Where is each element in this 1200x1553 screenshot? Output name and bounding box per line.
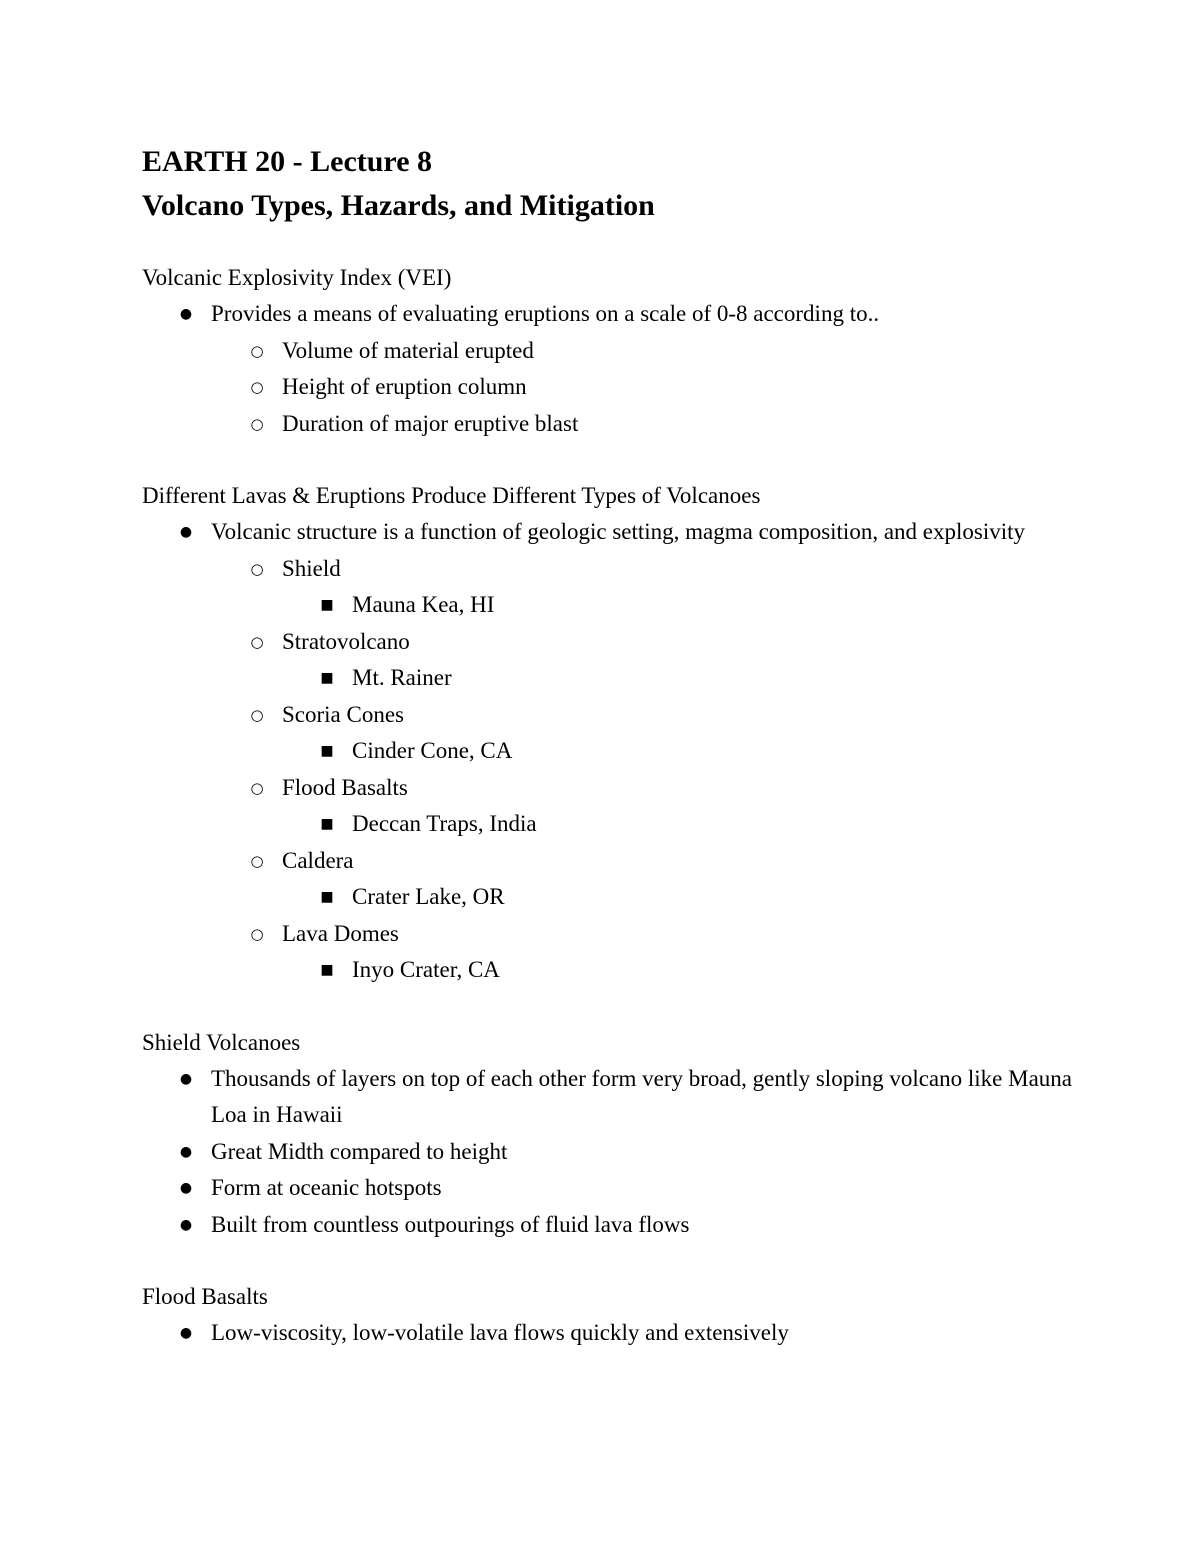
bullet-list xyxy=(142,1315,1102,1352)
list-item xyxy=(142,333,1102,370)
list-item xyxy=(142,296,1102,333)
list-item xyxy=(142,1207,1102,1244)
square-bullet-icon: ■ xyxy=(320,670,334,686)
volcano-example: Mt. Rainer xyxy=(352,665,452,690)
list-item-text: Volcanic structure is a function of geologic setting, magma composition, and explosivity xyxy=(211,519,1025,544)
hollow-circle-bullet-icon: ○ xyxy=(250,924,264,943)
document-page xyxy=(142,140,1102,1352)
list-item xyxy=(142,1061,1102,1134)
list-item xyxy=(142,770,1102,807)
hollow-circle-bullet-icon: ○ xyxy=(250,851,264,870)
bullet-list xyxy=(142,1061,1102,1244)
volcano-type-name: Caldera xyxy=(282,847,354,873)
list-item-text: Great Midth compared to height xyxy=(211,1138,508,1164)
section-flood-basalts xyxy=(142,1279,1102,1352)
volcano-example: Mauna Kea, HI xyxy=(352,592,495,617)
list-item xyxy=(142,660,1102,697)
hollow-circle-bullet-icon: ○ xyxy=(250,378,264,396)
list-item xyxy=(142,1134,1102,1171)
list-item xyxy=(142,587,1102,624)
list-item xyxy=(142,806,1102,843)
list-item-text: Form at oceanic hotspots xyxy=(211,1175,442,1200)
volcano-example: Deccan Traps, India xyxy=(352,811,537,836)
filled-circle-bullet-icon: ● xyxy=(179,306,193,322)
list-item-text: Duration of major eruptive blast xyxy=(282,410,579,436)
bullet-list xyxy=(142,514,1102,989)
list-item xyxy=(142,879,1102,916)
list-item xyxy=(142,733,1102,770)
list-item xyxy=(142,551,1102,588)
list-item-text: Height of eruption column xyxy=(282,374,527,399)
list-item-text: Low-viscosity, low-volatile lava flows quickly and extensively xyxy=(211,1320,789,1345)
volcano-type-name: Flood Basalts xyxy=(282,774,408,800)
section-heading: Different Lavas & Eruptions Produce Different Types of Volcanoes xyxy=(142,483,761,508)
hollow-circle-bullet-icon: ○ xyxy=(250,341,264,360)
list-item xyxy=(142,514,1102,551)
hollow-circle-bullet-icon: ○ xyxy=(250,559,264,578)
list-item xyxy=(142,697,1102,734)
section-heading: Volcanic Explosivity Index (VEI) xyxy=(142,265,452,290)
hollow-circle-bullet-icon: ○ xyxy=(250,632,264,651)
filled-circle-bullet-icon: ● xyxy=(179,1325,193,1341)
list-item-text: Volume of material erupted xyxy=(282,337,534,363)
square-bullet-icon: ■ xyxy=(320,597,334,613)
list-item-text: Provides a means of evaluating eruptions on a scale of 0-8 according to.. xyxy=(211,301,880,326)
list-item xyxy=(142,369,1102,406)
volcano-example: Inyo Crater, CA xyxy=(352,957,500,982)
volcano-type-name: Shield xyxy=(282,555,341,581)
square-bullet-icon: ■ xyxy=(320,962,334,978)
document-title: EARTH 20 - Lecture 8 xyxy=(142,145,433,178)
volcano-type-name: Scoria Cones xyxy=(282,701,405,727)
hollow-circle-bullet-icon: ○ xyxy=(250,778,264,797)
list-item xyxy=(142,843,1102,880)
volcano-type-name: Lava Domes xyxy=(282,920,399,946)
square-bullet-icon: ■ xyxy=(320,743,334,759)
volcano-type-name: Stratovolcano xyxy=(282,628,410,654)
list-item-text: Built from countless outpourings of fluid lava flows xyxy=(211,1211,690,1237)
list-item xyxy=(142,952,1102,989)
volcano-example: Crater Lake, OR xyxy=(352,884,505,909)
section-heading: Flood Basalts xyxy=(142,1284,268,1309)
square-bullet-icon: ■ xyxy=(320,816,334,832)
section-shield-volcanoes xyxy=(142,1025,1102,1244)
section-heading: Shield Volcanoes xyxy=(142,1029,301,1055)
list-item xyxy=(142,624,1102,661)
list-item xyxy=(142,406,1102,443)
filled-circle-bullet-icon: ● xyxy=(179,1143,193,1160)
filled-circle-bullet-icon: ● xyxy=(179,1070,193,1087)
list-item xyxy=(142,916,1102,953)
volcano-example: Cinder Cone, CA xyxy=(352,738,513,763)
list-item xyxy=(142,1170,1102,1207)
filled-circle-bullet-icon: ● xyxy=(179,1180,193,1196)
hollow-circle-bullet-icon: ○ xyxy=(250,705,264,724)
section-vei xyxy=(142,260,1102,442)
hollow-circle-bullet-icon: ○ xyxy=(250,414,264,433)
filled-circle-bullet-icon: ● xyxy=(179,1216,193,1233)
list-item xyxy=(142,1315,1102,1352)
section-volcano-types xyxy=(142,478,1102,989)
document-subtitle: Volcano Types, Hazards, and Mitigation xyxy=(142,189,655,222)
square-bullet-icon: ■ xyxy=(320,889,334,905)
filled-circle-bullet-icon: ● xyxy=(179,524,193,540)
bullet-list xyxy=(142,296,1102,442)
list-item-text: Thousands of layers on top of each other form very broad, gently sloping volcano like Mauna Loa in Hawaii xyxy=(211,1065,1072,1127)
